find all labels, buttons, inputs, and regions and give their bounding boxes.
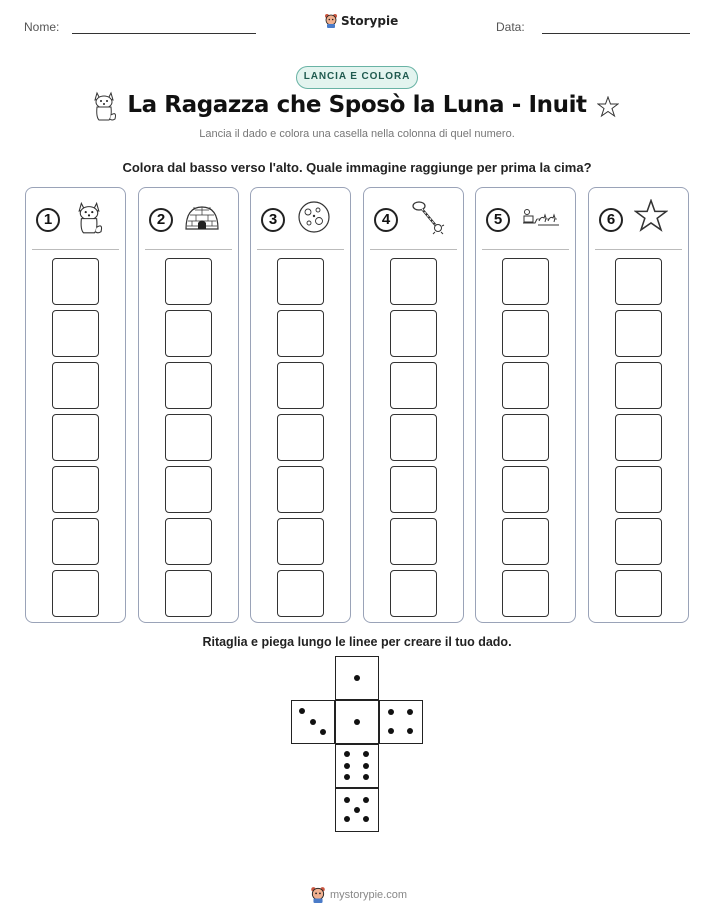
color-box[interactable] (277, 414, 324, 461)
color-box[interactable] (277, 258, 324, 305)
color-box[interactable] (165, 570, 212, 617)
die-pip (363, 763, 369, 769)
die-face-1 (335, 656, 379, 700)
brand-name: Storypie (341, 13, 399, 28)
column-number: 6 (599, 208, 623, 232)
die-pip (354, 807, 360, 813)
instruction: Colora dal basso verso l'alto. Quale immagine raggiunge per prima la cima? (122, 160, 592, 175)
color-box[interactable] (165, 310, 212, 357)
color-box[interactable] (502, 518, 549, 565)
activity-badge: LANCIA E COLORA (296, 66, 418, 89)
color-box[interactable] (52, 466, 99, 513)
cut-instruction: Ritaglia e piega lungo le linee per creare il tuo dado. (202, 635, 512, 649)
rope-harpoon-icon (409, 199, 445, 235)
star-icon (634, 199, 670, 235)
color-box[interactable] (165, 414, 212, 461)
die-pip (299, 708, 305, 714)
date-label: Data: (496, 20, 525, 34)
color-box[interactable] (615, 310, 662, 357)
column-divider (595, 249, 682, 250)
color-box[interactable] (390, 518, 437, 565)
die-pip (354, 675, 360, 681)
column-divider (482, 249, 569, 250)
die-pip (344, 774, 350, 780)
color-box[interactable] (615, 518, 662, 565)
footer-url[interactable]: mystorypie.com (330, 888, 408, 901)
brand-logo (324, 13, 398, 28)
page-title: La Ragazza che Sposò la Luna - Inuit (127, 92, 587, 118)
column-number: 5 (486, 208, 510, 232)
die-face-5 (335, 788, 379, 832)
color-box[interactable] (277, 310, 324, 357)
color-box[interactable] (502, 362, 549, 409)
color-box[interactable] (615, 570, 662, 617)
column-number: 1 (36, 208, 60, 232)
die-face-4 (379, 700, 423, 744)
color-box[interactable] (502, 466, 549, 513)
color-box[interactable] (52, 310, 99, 357)
color-box[interactable] (52, 414, 99, 461)
color-box[interactable] (502, 414, 549, 461)
color-box[interactable] (52, 518, 99, 565)
die-pip (320, 729, 326, 735)
column-1 (25, 187, 126, 623)
column-6 (588, 187, 689, 623)
color-box[interactable] (277, 362, 324, 409)
color-box[interactable] (52, 362, 99, 409)
die-pip (363, 774, 369, 780)
die-pip (407, 709, 413, 715)
die-pip (344, 797, 350, 803)
color-box[interactable] (52, 258, 99, 305)
die-pip (388, 709, 394, 715)
star-icon (597, 96, 619, 118)
igloo-icon (184, 199, 220, 235)
color-box[interactable] (165, 518, 212, 565)
color-box[interactable] (502, 570, 549, 617)
die-pip (363, 751, 369, 757)
arctic-fox-icon (71, 199, 107, 235)
die-face-6 (335, 744, 379, 788)
column-number: 4 (374, 208, 398, 232)
color-box[interactable] (277, 466, 324, 513)
color-box[interactable] (390, 414, 437, 461)
column-number: 2 (149, 208, 173, 232)
die-pip (344, 751, 350, 757)
name-label: Nome: (24, 20, 60, 34)
die-pip (354, 719, 360, 725)
name-line[interactable] (72, 33, 256, 34)
die-pip (363, 816, 369, 822)
date-line[interactable] (542, 33, 690, 34)
color-box[interactable] (615, 362, 662, 409)
column-divider (32, 249, 119, 250)
die-pip (407, 728, 413, 734)
color-box[interactable] (502, 310, 549, 357)
column-5 (475, 187, 576, 623)
color-box[interactable] (52, 570, 99, 617)
color-box[interactable] (165, 362, 212, 409)
column-divider (145, 249, 232, 250)
color-box[interactable] (165, 258, 212, 305)
dog-sled-icon (521, 199, 557, 235)
color-box[interactable] (390, 258, 437, 305)
die-pip (363, 797, 369, 803)
color-box[interactable] (390, 310, 437, 357)
color-box[interactable] (277, 570, 324, 617)
subtitle: Lancia il dado e colora una casella nella colonna di quel numero. (199, 128, 515, 140)
storypie-mascot-icon (324, 13, 338, 28)
column-number: 3 (261, 208, 285, 232)
column-divider (257, 249, 344, 250)
color-box[interactable] (502, 258, 549, 305)
footer (310, 886, 407, 903)
column-2 (138, 187, 239, 623)
die-pip (310, 719, 316, 725)
column-divider (370, 249, 457, 250)
column-4 (363, 187, 464, 623)
column-3 (250, 187, 351, 623)
color-box[interactable] (615, 466, 662, 513)
die-pip (388, 728, 394, 734)
die-face-3 (291, 700, 335, 744)
color-box[interactable] (165, 466, 212, 513)
die-face-1 (335, 700, 379, 744)
color-box[interactable] (390, 466, 437, 513)
color-box[interactable] (615, 414, 662, 461)
die-pip (344, 763, 350, 769)
color-box[interactable] (390, 362, 437, 409)
color-box[interactable] (615, 258, 662, 305)
arctic-fox-icon (90, 89, 118, 122)
color-box[interactable] (390, 570, 437, 617)
color-box[interactable] (277, 518, 324, 565)
storypie-mascot-icon (310, 886, 326, 903)
die-pip (344, 816, 350, 822)
moon-icon (296, 199, 332, 235)
